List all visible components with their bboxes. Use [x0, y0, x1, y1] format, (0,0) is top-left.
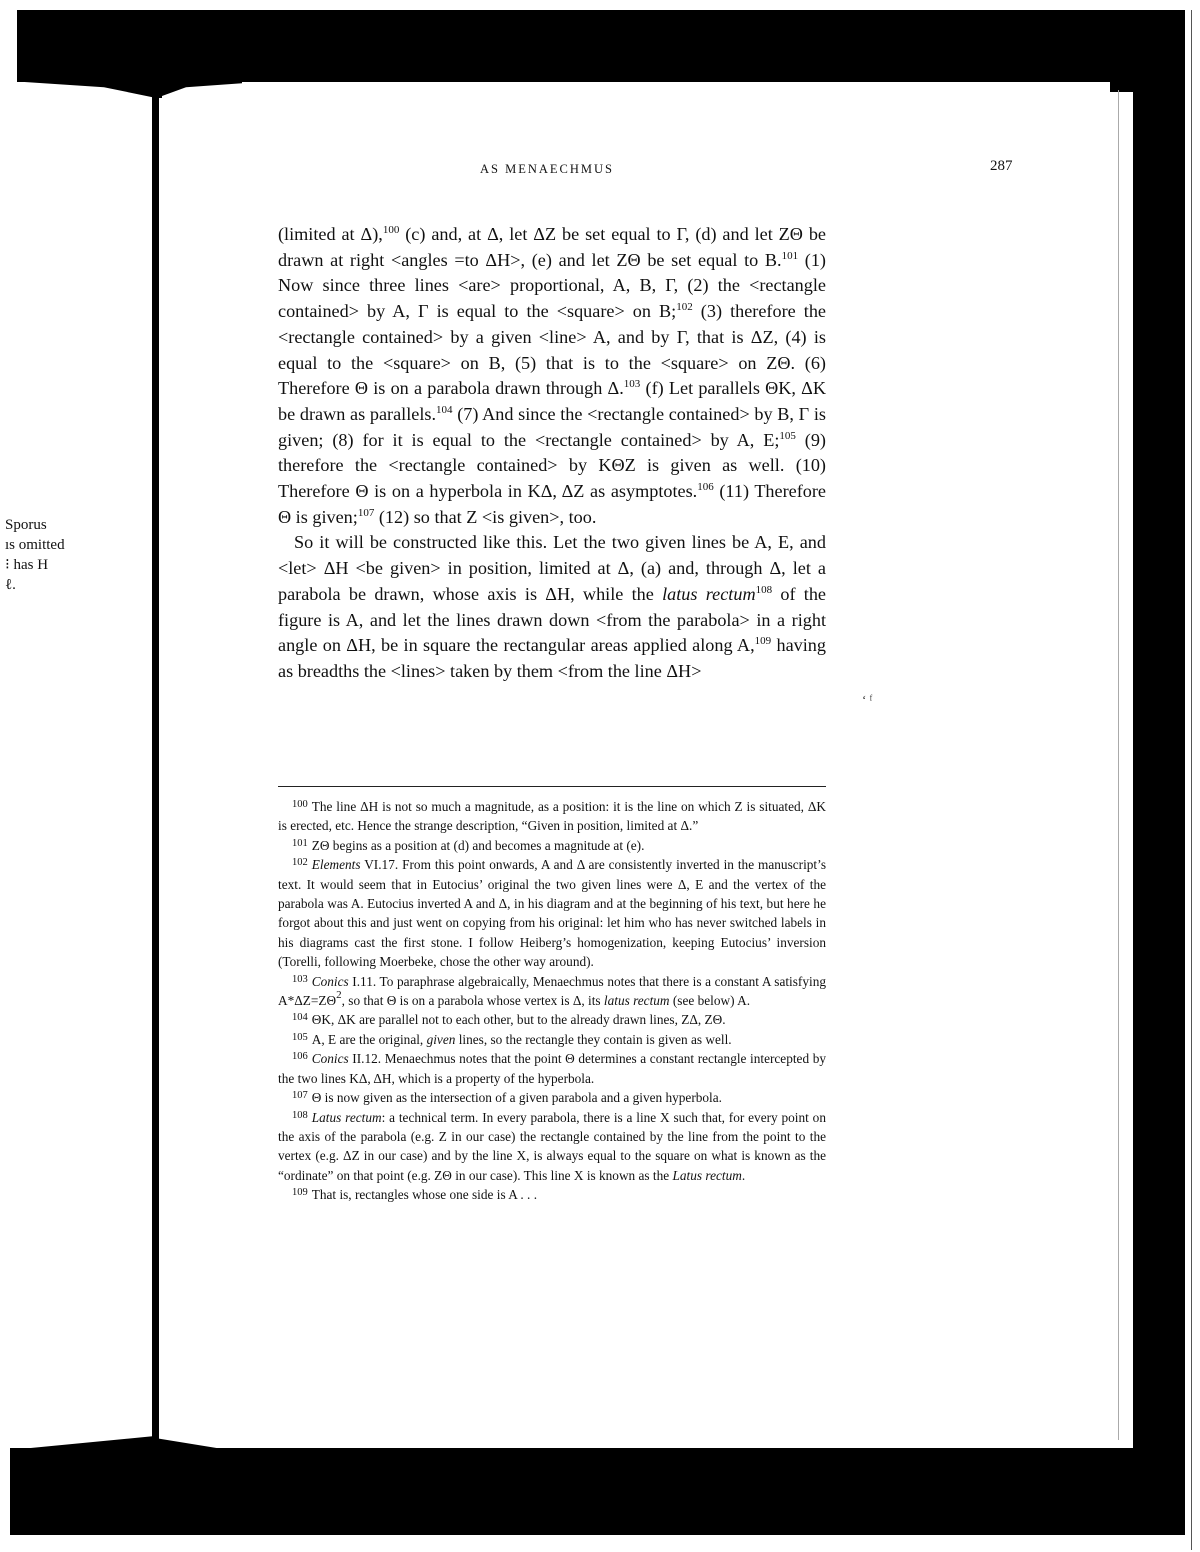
facing-page-margin-note — [5, 515, 65, 595]
footnote-ref: 107 — [357, 506, 375, 519]
footnote-ref: 109 — [754, 635, 772, 648]
footnote-108: $^{108}$ Latus rectum: a technical term. In every parabola, there is a line X such that, for every point on the axis of the parabola (e.g. Z in our case) the rectangle contained by the line from the point to the vertex (e.g. ΔZ in our case) and by the line X, is always equal to the square on what is known as the “ordinate” on that point (e.g. ZΘ in our case). This line X is known as the Latus rectum. — [278, 1109, 826, 1183]
footnotes — [278, 797, 826, 1205]
footnote-number: 109 — [292, 1187, 308, 1199]
italic-term: Elements — [311, 857, 361, 873]
footnote-ref: 104 — [436, 403, 453, 416]
footnote-100: $^{100}$ The line ΔH is not so much a magnitude, as a position: it is the line on which Z is situated, ΔK is erected, etc. Hence the strange description, “Given in position, limited at Δ.” — [278, 799, 826, 834]
footnote-103: $^{103}$ Conics I.11. To paraphrase algebraically, Menaechmus notes that there is a constant A satisfying $A*\Delta Z=Z\Theta^2$, so that Θ is on a parabola whose vertex is Δ, its latus rectum (see below) A. — [278, 973, 826, 1009]
italic-term: given — [426, 1031, 456, 1047]
footnote-109: $^{109}$ That is, rectangles whose one side is A . . . — [292, 1187, 538, 1203]
scan-border-right — [1133, 10, 1185, 1535]
paragraph: (limited at Δ),$^{100}$ (c) and, at Δ, let ΔZ be set equal to Γ, (d) and let ZΘ be drawn at right <angles =to ΔH>, (e) and let ZΘ be set equal to B.$^{101}$ (1) Now since three lines <are> proportional, A, B, Γ, (2) the <rectangle contained> by A, Γ is equal to the <square> on B;$^{102}$ (3) therefore the <rectangle contained> by a given <line> A, and by Γ, that is ΔZ, (4) is equal to the <square> on B, (5) that is to the <square> on ZΘ. (6) Therefore Θ is on a parabola drawn through Δ.$^{103}$ (f) Let parallels ΘK, ΔK be drawn as parallels.$^{104}$ (7) And since the <rectangle contained> by B, Γ is given; (8) for it is equal to the <rectangle contained> by A, E;$^{105}$ (9) therefore the <rectangle contained> by KΘZ is given as well. (10) Therefore Θ is on a hyperbola in KΔ, ΔZ as asymptotes.$^{106}$ (11) Therefore Θ is given;$^{107}$ (12) so that Z <is given>, too. — [278, 224, 827, 527]
book-gutter — [152, 90, 159, 1460]
scan-border-top — [17, 10, 1185, 82]
footnote-rule — [278, 786, 826, 787]
paragraph: So it will be constructed like this. Let the two given lines be A, E, and <let> ΔH <be given> in position, limited at Δ, (a) and, through Δ, let a parabola be drawn, whose axis is ΔH, while the latus rectum$^{108}$ of the figure is A, and let the lines drawn down <from the parabola> in a right angle on ΔH, be in square the rectangular areas applied along A,$^{109}$ having as breadths the <lines> taken by them <from the line ΔH> — [278, 532, 827, 681]
italic-term: Conics — [311, 1051, 349, 1067]
footnote-number: 108 — [292, 1109, 308, 1121]
page-curl-bottom-right — [155, 1438, 225, 1450]
footnote-number: 103 — [292, 973, 308, 985]
footnote-101: $^{101}$ ZΘ begins as a position at (d) and becomes a magnitude at (e). — [292, 837, 645, 853]
italic-term: latus rectum — [662, 583, 756, 604]
pencil-mark: ʻ ᶠ — [862, 692, 873, 707]
margin-note-line: Sporus — [5, 517, 47, 533]
footnote-ref: 105 — [779, 429, 796, 442]
italic-term: Latus rectum — [311, 1109, 382, 1125]
running-head: AS MENAECHMUS — [480, 162, 615, 176]
footnote-number: 105 — [292, 1031, 308, 1043]
italic-term: Latus rectum — [672, 1167, 742, 1183]
page-edge-line — [1191, 10, 1192, 1550]
footnote-107: $^{107}$ Θ is now given as the intersection of a given parabola and a given hyperbola. — [292, 1090, 722, 1106]
footnote-ref: 102 — [676, 301, 693, 314]
footnote-number: 104 — [292, 1012, 308, 1024]
footnote-ref: 100 — [382, 224, 400, 236]
margin-note-line: ⁝ has H — [5, 557, 49, 573]
footnote-104: $^{104}$ ΘK, ΔK are parallel not to each other, but to the already drawn lines, ZΔ, ZΘ. — [292, 1012, 726, 1028]
margin-note-line: ıs omitted — [5, 537, 65, 553]
page-edge-line-inner — [1118, 90, 1119, 1440]
main-text — [278, 222, 826, 685]
footnote-number: 106 — [292, 1051, 308, 1063]
footnote-number: 107 — [292, 1090, 308, 1102]
footnote-number: 102 — [292, 857, 308, 869]
scan-border-bottom — [10, 1448, 1185, 1535]
footnote-ref: 108 — [755, 583, 773, 596]
page-number: 287 — [990, 158, 1013, 174]
footnote-number: 100 — [292, 799, 308, 810]
page-curl-top-left — [17, 80, 162, 98]
footnote-105: $^{105}$ A, E are the original, given lines, so the rectangle they contain is given as well. — [292, 1031, 732, 1047]
italic-term: latus rectum — [603, 993, 670, 1009]
footnote-106: $^{106}$ Conics II.12. Menaechmus notes that the point Θ determines a constant rectangle intercepted by the two lines KΔ, ΔH, which is a property of the hyperbola. — [278, 1051, 826, 1086]
footnote-ref: 106 — [697, 481, 714, 494]
footnote-ref: 101 — [781, 249, 799, 262]
margin-note-line: ℓ. — [5, 577, 16, 593]
italic-term: Conics — [311, 973, 349, 989]
page-curl-bottom-left — [10, 1436, 155, 1450]
footnote-102: $^{102}$ Elements VI.17. From this point onwards, A and Δ are consistently inverted in the manuscript’s text. It would seem that in Eutocius’ original the two given lines were Δ, E and the vertex of the parabola was A. Eutocius inverted A and Δ, in his diagram and at the beginning of his text, but here he forgot about this and just went on copying from his original: let him who has never switched labels in his diagrams cast the first stone. I follow Heiberg’s homogenization, keeping Eutocius’ inversion (Torelli, following Moerbeke, chose the other way around). — [278, 857, 826, 970]
footnote-number: 101 — [292, 837, 308, 849]
footnote-ref: 103 — [623, 378, 641, 391]
scan-border-notch — [1110, 82, 1134, 92]
footnote-ref: 2 — [336, 989, 342, 1002]
page-curl-top-right — [162, 80, 242, 96]
